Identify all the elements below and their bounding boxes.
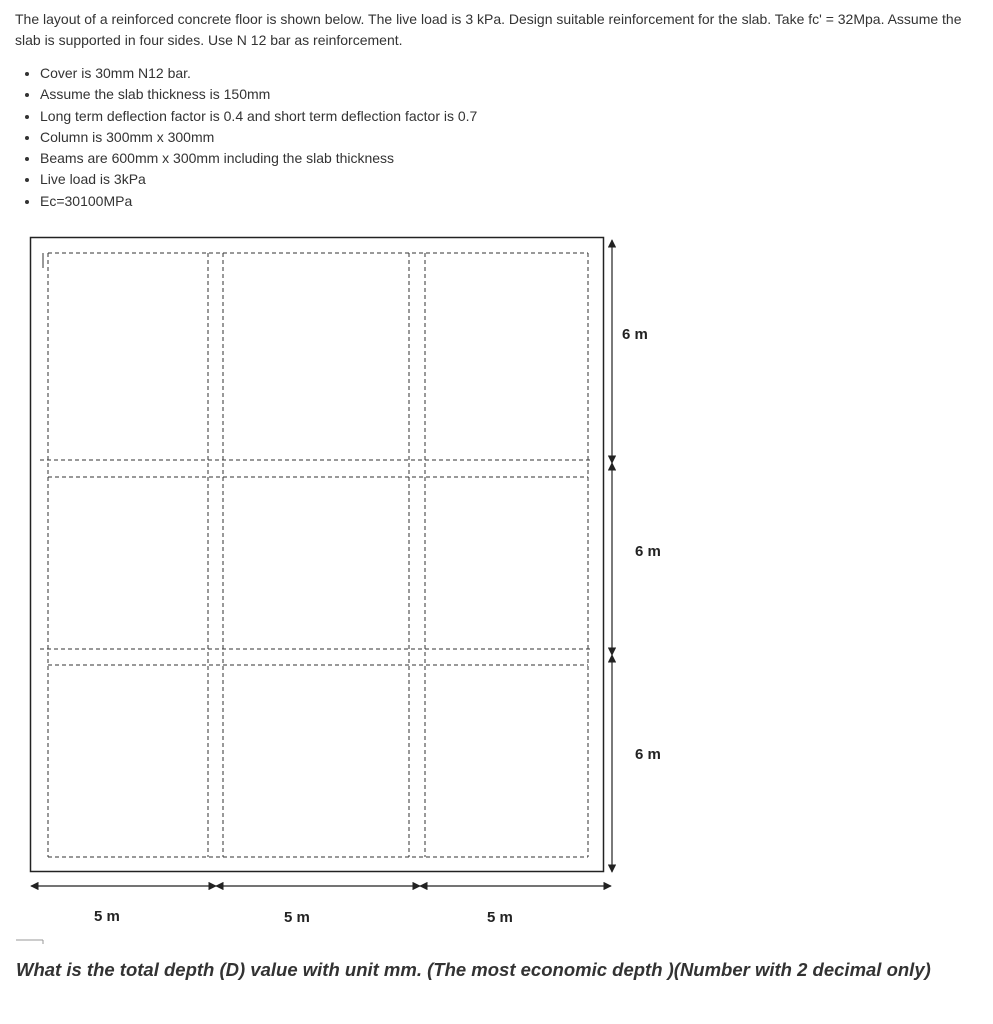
beam-lines xyxy=(40,253,590,857)
slab-outline xyxy=(31,238,604,872)
list-item: • Ec=30100MPa xyxy=(40,191,477,212)
list-item: • Live load is 3kPa xyxy=(40,169,477,190)
list-item: • Column is 300mm x 300mm xyxy=(40,127,477,148)
list-item: • Beams are 600mm x 300mm including the slab thickness xyxy=(40,148,477,169)
dim-label-vertical-2: 6 m xyxy=(635,543,661,560)
dim-label-vertical-1: 6 m xyxy=(622,326,648,343)
dim-label-horizontal-3: 5 m xyxy=(487,909,513,926)
list-item: • Long term deflection factor is 0.4 and short term deflection factor is 0.7 xyxy=(40,106,477,127)
list-item: • Cover is 30mm N12 bar. xyxy=(40,63,477,84)
problem-intro: The layout of a reinforced concrete floor is shown below. The live load is 3 kPa. Design suitable reinforcement for the slab. Take fc' = 32Mpa. Assume the slab is supported in four sides. Use N 12 bar as reinforcement. xyxy=(15,11,962,48)
dim-label-vertical-3: 6 m xyxy=(635,746,661,763)
list-item: • Assume the slab thickness is 150mm xyxy=(40,84,477,105)
dim-label-horizontal-1: 5 m xyxy=(94,908,120,925)
dim-label-horizontal-2: 5 m xyxy=(284,909,310,926)
question-text: What is the total depth (D) value with unit mm. (The most economic depth )(Number with 2 decimal only) xyxy=(16,959,931,980)
